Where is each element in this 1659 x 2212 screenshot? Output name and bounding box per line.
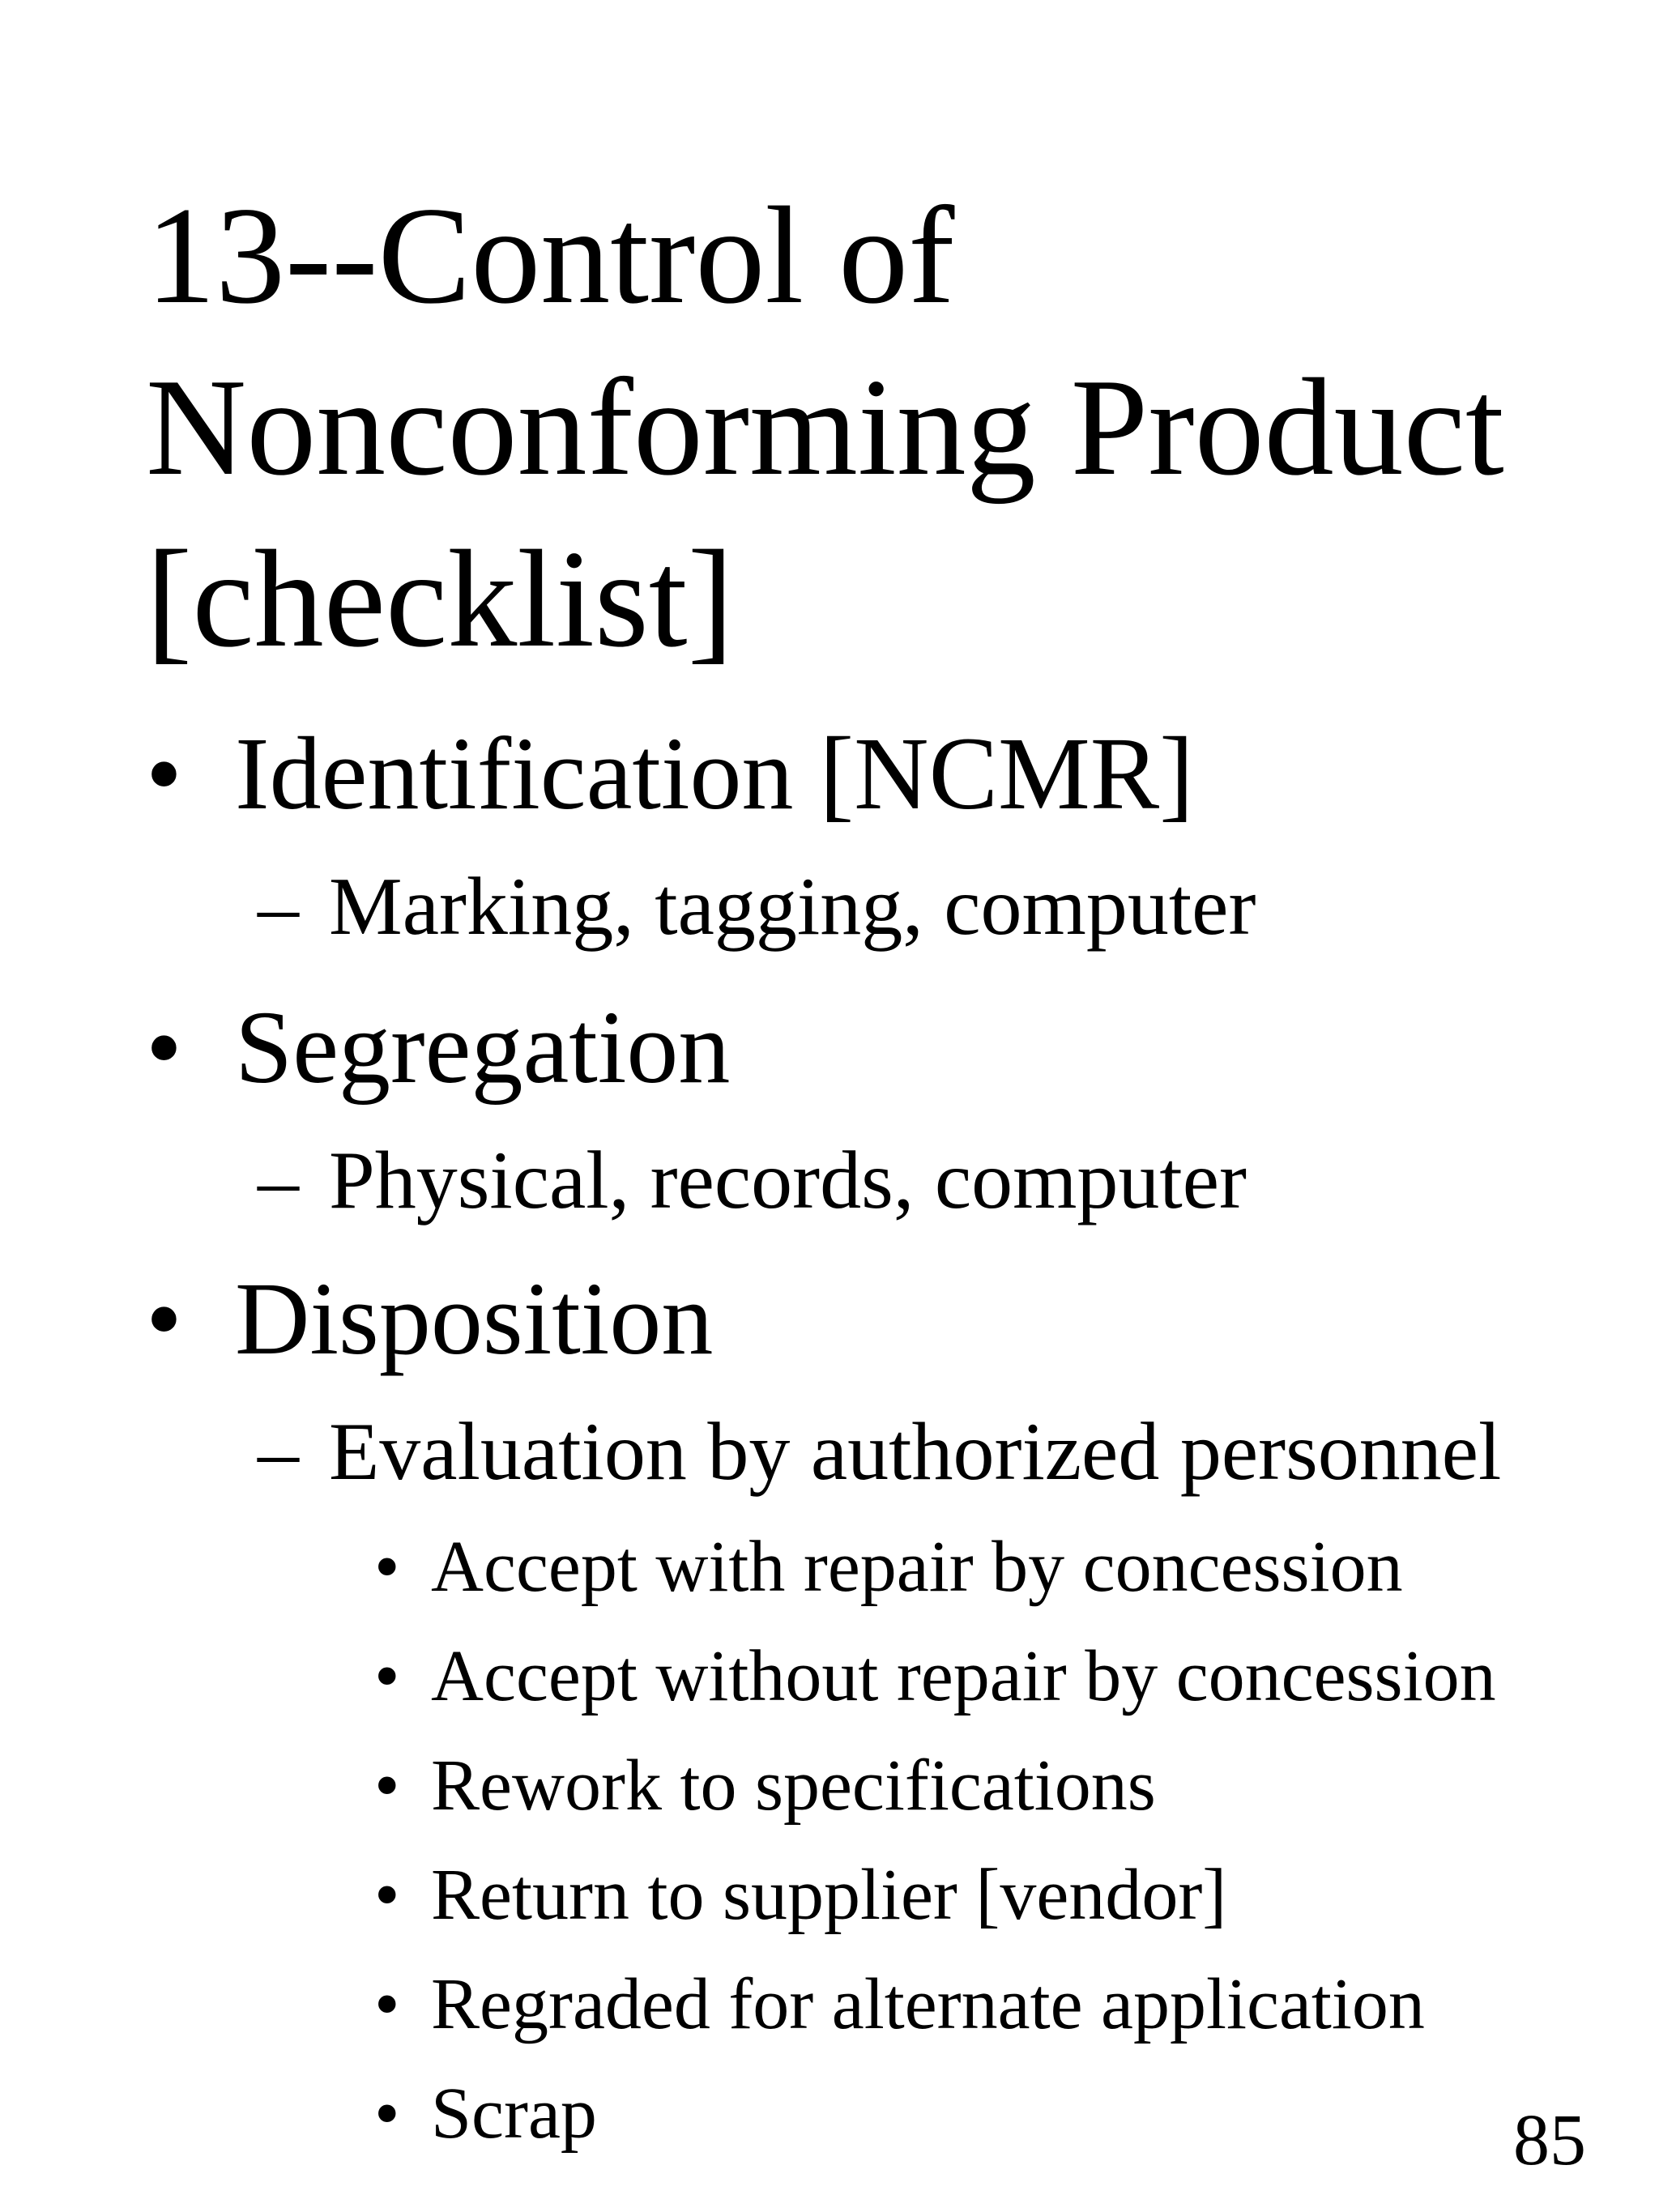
bullet-disposition: [146, 1258, 713, 1379]
option-label: Scrap: [431, 2073, 597, 2154]
bullet-marker: •: [374, 1855, 400, 1935]
sub-bullet-segregation: [258, 1132, 1247, 1230]
bullet-marker: •: [374, 1745, 400, 1826]
disposition-option: [374, 2069, 597, 2159]
dash-marker: –: [258, 861, 299, 953]
page-number: 85: [1513, 2100, 1586, 2180]
bullet-marker: •: [374, 1527, 400, 1607]
sub-bullet-label: Marking, tagging, computer: [329, 861, 1256, 953]
sub-bullet-identification: [258, 859, 1256, 956]
disposition-option: [374, 1632, 1496, 1721]
option-label: Return to supplier [vendor]: [431, 1855, 1227, 1935]
bullet-label: Segregation: [235, 990, 731, 1105]
bullet-marker: •: [146, 1261, 182, 1376]
option-label: Regraded for alternate application: [431, 1964, 1425, 2044]
bullet-identification: [146, 713, 1194, 834]
option-label: Accept without repair by concession: [431, 1636, 1496, 1716]
bullet-marker: •: [374, 1636, 400, 1716]
option-label: Accept with repair by concession: [431, 1527, 1403, 1607]
bullet-marker: •: [146, 990, 182, 1105]
bullet-marker: •: [374, 2073, 400, 2154]
sub-bullet-disposition: [258, 1404, 1501, 1501]
disposition-option: [374, 1523, 1403, 1612]
option-label: Rework to specifications: [431, 1745, 1156, 1826]
sub-bullet-label: Evaluation by authorized personnel: [329, 1406, 1502, 1498]
slide-title: [146, 170, 1604, 685]
dash-marker: –: [258, 1135, 299, 1226]
bullet-marker: •: [374, 1964, 400, 2044]
bullet-marker: •: [146, 716, 182, 831]
disposition-option: [374, 1960, 1425, 2049]
disposition-option: [374, 1741, 1156, 1831]
disposition-option: [374, 1851, 1226, 1940]
dash-marker: –: [258, 1406, 299, 1498]
title-line: [checklist]: [146, 522, 734, 676]
title-line: 13--Control of: [146, 179, 955, 333]
bullet-segregation: [146, 987, 730, 1108]
title-line: Nonconforming Product: [146, 351, 1504, 505]
bullet-label: Identification [NCMR]: [235, 716, 1194, 831]
sub-bullet-label: Physical, records, computer: [329, 1135, 1247, 1226]
bullet-label: Disposition: [235, 1261, 714, 1376]
